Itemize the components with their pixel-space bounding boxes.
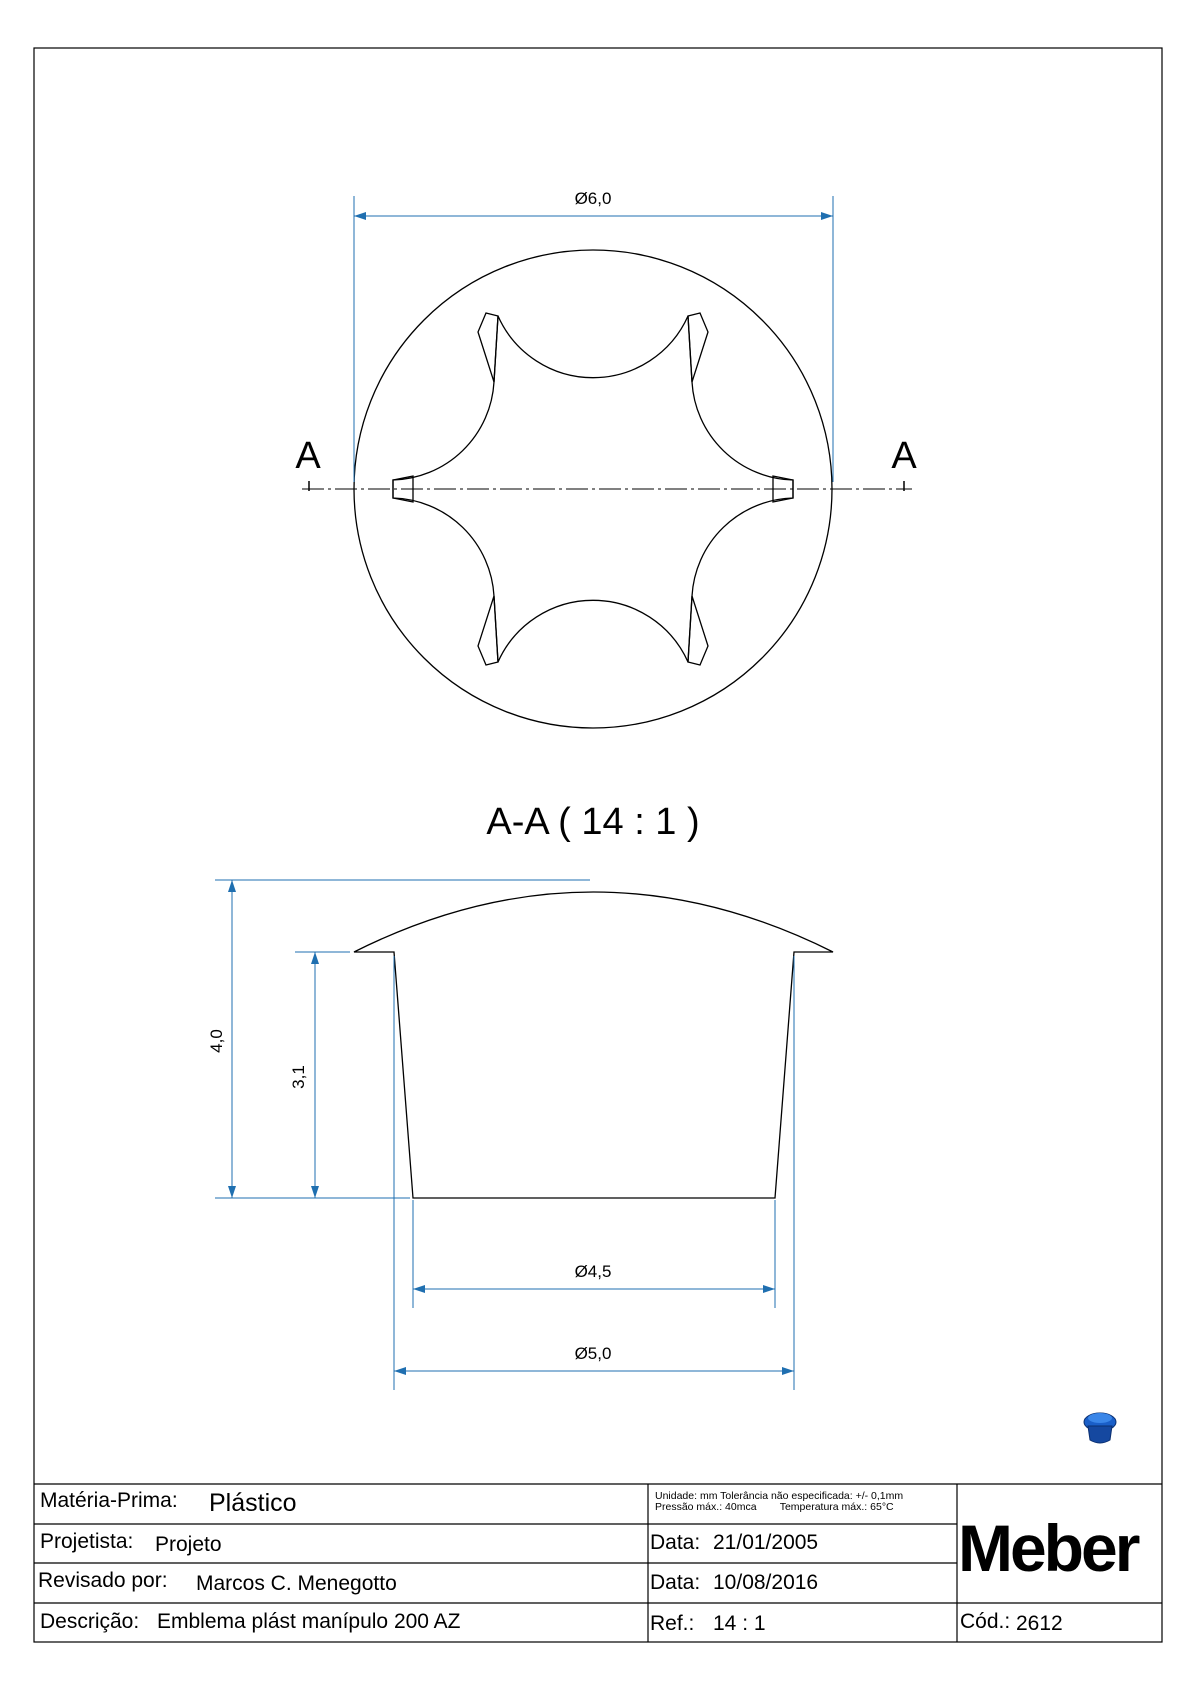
projetista-label: Projetista:	[40, 1530, 134, 1553]
label-top-diameter: Ø5,0	[574, 1344, 612, 1363]
revisado-label: Revisado por:	[38, 1569, 168, 1592]
section-view	[215, 880, 833, 1390]
dimension-height-total	[215, 880, 590, 1198]
section-title: A-A ( 14 : 1 )	[486, 801, 700, 843]
ref-value: 14 : 1	[713, 1612, 766, 1635]
drawing-frame	[34, 48, 1162, 1642]
unidade-note-line1: Unidade: mm Tolerância não especificada: +/- 0,1mm	[655, 1490, 904, 1502]
section-marker-right: A	[891, 435, 917, 477]
cod-label: Cód.:	[960, 1610, 1011, 1633]
descricao-label: Descrição:	[40, 1610, 140, 1633]
meber-logo: Meber	[958, 1511, 1138, 1585]
data2-label: Data:	[650, 1571, 701, 1594]
data2-value: 10/08/2016	[713, 1571, 819, 1594]
data1-label: Data:	[650, 1531, 701, 1554]
cap-profile	[354, 892, 833, 1198]
label-height-total: 4,0	[207, 1029, 226, 1053]
dimension-top-diameter	[394, 956, 794, 1390]
cod-value: 2612	[1016, 1612, 1063, 1635]
data1-value: 21/01/2005	[713, 1531, 819, 1554]
materia-prima-value: Plástico	[209, 1489, 297, 1517]
descricao-value: Emblema plást manípulo 200 AZ	[157, 1610, 461, 1633]
projetista-value: Projeto	[155, 1533, 222, 1556]
ref-label: Ref.:	[650, 1612, 695, 1635]
label-bottom-diameter: Ø4,5	[574, 1262, 612, 1281]
top-view	[302, 196, 912, 728]
revisado-value: Marcos C. Menegotto	[196, 1572, 397, 1595]
materia-prima-label: Matéria-Prima:	[40, 1489, 178, 1512]
section-marker-left: A	[295, 435, 321, 477]
part-thumbnail	[1084, 1413, 1116, 1443]
label-outer-diameter: Ø6,0	[574, 189, 612, 208]
unidade-note-line2: Pressão máx.: 40mca Temperatura máx.: 65°C	[655, 1501, 894, 1513]
dimension-outer-diameter	[354, 196, 833, 482]
label-height-body: 3,1	[289, 1065, 308, 1089]
dimension-bottom-diameter	[413, 1200, 775, 1308]
